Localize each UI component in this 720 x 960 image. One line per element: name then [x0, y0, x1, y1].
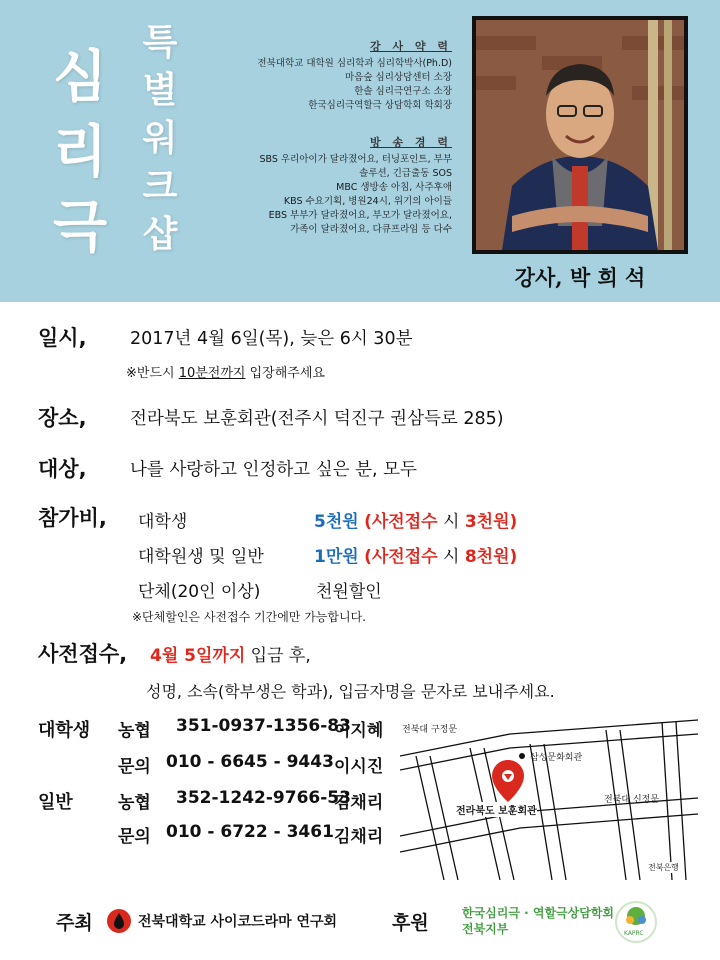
registration-instruction: 성명, 소속(학부생은 학과), 입금자명을 문자로 보내주세요.	[146, 682, 555, 701]
fee-price-row	[314, 542, 517, 567]
date-label: 일시,	[38, 326, 87, 350]
title-sub	[140, 18, 180, 258]
host-label: 주최	[56, 912, 93, 934]
target-label: 대상,	[38, 457, 87, 481]
sponsor-logo-icon	[614, 900, 658, 944]
fee-early-price: 8천원	[464, 547, 510, 567]
broadcast-line: EBS 부부가 달라졌어요, 부모가 달라졌어요,	[268, 210, 452, 221]
broadcast-line: MBC 생방송 아침, 사주후애	[336, 182, 452, 193]
career-line: 마음숲 심리상담센터 소장	[345, 72, 452, 83]
fee-price-row	[314, 507, 517, 532]
account-bank: 문의	[118, 827, 151, 847]
fee-price: 1만원	[314, 547, 359, 567]
fee-early-label: 사전접수	[371, 512, 438, 532]
fee-row	[138, 507, 187, 532]
place-label: 장소,	[38, 406, 87, 430]
date-value: 2017년 4월 6일(목), 늦은 6시 30분	[130, 329, 413, 349]
host-name: 전북대학교 사이코드라마 연구회	[138, 914, 338, 930]
account-bank: 농협	[118, 793, 151, 813]
map-label-hall: 삼성문화회관	[530, 753, 583, 763]
sponsor-name: 한국심리극 · 역할극상담학회	[462, 906, 615, 920]
account-who: 일반	[38, 792, 73, 813]
location-map	[400, 716, 698, 880]
account-number: 351-0937-1356-83	[176, 716, 351, 736]
map-label-gate1: 전북대 구정문	[402, 725, 458, 735]
fee-paren-open: (	[364, 512, 372, 532]
speaker-caption: 강사, 박 희 석	[514, 265, 646, 290]
broadcast-section	[200, 136, 452, 237]
map-label-bank: 전북은행	[648, 863, 679, 872]
career-line: 전북대학교 대학원 심리학과 심리학박사(Ph.D)	[257, 58, 452, 69]
account-holder: 이시진	[334, 757, 384, 777]
sponsor-label: 후원	[392, 912, 429, 934]
career-line: 한국심리극역할극 상담학회 학회장	[308, 100, 452, 111]
fee-price: 5천원	[314, 512, 359, 532]
account-number: 010 - 6722 - 3461	[166, 822, 334, 842]
title-main	[50, 40, 110, 265]
speaker-photo	[472, 16, 688, 254]
broadcast-line: 솔루션, 긴급출동 SOS	[359, 168, 452, 179]
account-who: 대학생	[38, 720, 91, 741]
registration-label: 사전접수,	[38, 642, 128, 666]
title-sub-char: 특	[142, 21, 178, 63]
fee-group: 대학원생 및 일반	[138, 547, 264, 567]
broadcast-line: SBS 우리아이가 달라졌어요, 터닝포인트, 부부	[259, 154, 452, 165]
date-note-suffix: 입장해주세요	[245, 366, 325, 381]
account-number: 352-1242-9766-53	[176, 788, 351, 808]
date-note-prefix: ※반드시	[126, 366, 179, 381]
sponsor-logo-text: KAPRC	[624, 930, 644, 937]
account-bank: 문의	[118, 757, 151, 777]
group-rate-group: 단체(20인 이상)	[138, 582, 261, 602]
title-sub-char: 워	[142, 117, 178, 159]
group-rate-discount: 천원할인	[316, 582, 382, 602]
fee-si: 시	[437, 512, 465, 532]
fee-paren-open: (	[364, 547, 372, 567]
account-bank: 농협	[118, 721, 151, 741]
fee-si: 시	[437, 547, 465, 567]
fee-label: 참가비,	[38, 506, 107, 530]
title-sub-char: 크	[142, 165, 178, 207]
date-note	[126, 362, 325, 381]
map-label-gate2: 전북대 신정문	[604, 795, 660, 805]
registration-deadline: 4월 5일까지	[150, 646, 246, 666]
fee-paren-close: )	[509, 512, 518, 532]
sponsor-chapter: 전북지부	[462, 922, 509, 936]
sponsor-section	[392, 898, 692, 948]
title-main-char: 리	[52, 119, 108, 185]
fee-row	[138, 542, 264, 567]
account-holder: 이지혜	[334, 721, 384, 741]
registration-row	[150, 641, 311, 666]
host-logo-icon	[106, 908, 132, 934]
account-holder: 김채리	[334, 793, 384, 813]
career-heading: 강 사 약 력	[370, 40, 452, 53]
broadcast-line: KBS 수요기획, 병원24시, 위기의 아이들	[283, 196, 452, 207]
fee-note: ※단체할인은 사전접수 기간에만 가능합니다.	[132, 610, 366, 624]
title-sub-char: 별	[142, 69, 178, 111]
map-label-venue: 전라북도 보훈회관	[456, 802, 537, 817]
broadcast-line: 가족이 달라졌어요, 다큐프라임 등 다수	[290, 224, 452, 235]
career-section	[200, 40, 452, 113]
title-main-char: 극	[52, 194, 108, 260]
title-sub-char: 샵	[142, 213, 178, 255]
account-number: 010 - 6645 - 9443	[166, 752, 334, 772]
target-value: 나를 사랑하고 인정하고 싶은 분, 모두	[130, 460, 417, 480]
host-section	[56, 898, 356, 948]
career-line: 한솔 심리극연구소 소장	[354, 86, 452, 97]
fee-group: 대학생	[138, 512, 188, 532]
fee-early-label: 사전접수	[371, 547, 438, 567]
account-holder: 김채리	[334, 827, 384, 847]
broadcast-heading: 방 송 경 력	[370, 136, 452, 149]
fee-early-price: 3천원	[464, 512, 510, 532]
registration-after: 입금 후,	[250, 646, 311, 666]
fee-paren-close: )	[509, 547, 518, 567]
title-main-char: 심	[52, 44, 108, 110]
date-note-underlined: 10분전까지	[178, 366, 246, 381]
place-value: 전라북도 보훈회관(전주시 덕진구 권삼득로 285)	[130, 409, 504, 429]
